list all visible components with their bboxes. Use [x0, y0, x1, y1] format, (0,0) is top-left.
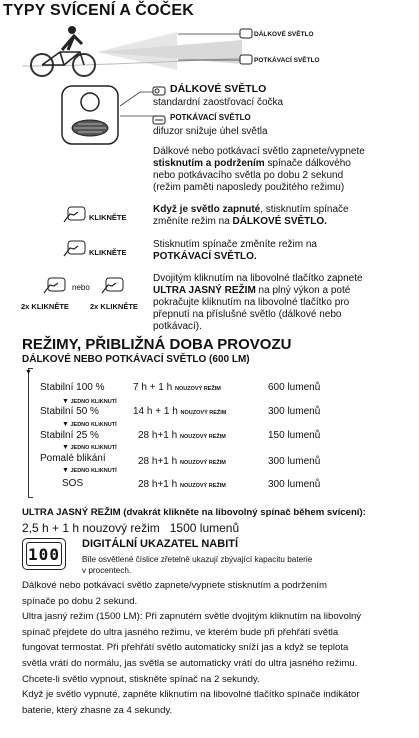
- hand-double-click-icon: [42, 277, 66, 300]
- ultra-mode-line1: ULTRA JASNÝ REŽIM (dvakrát klikněte na libovolný spínač během svícení):: [22, 507, 366, 518]
- cyclist-figure: [2, 22, 419, 80]
- double-click-label-right: 2x KLIKNĚTE: [90, 302, 138, 311]
- click-label-1: KLIKNĚTE: [89, 213, 127, 222]
- double-click-label-left: 2x KLIKNĚTE: [21, 302, 69, 311]
- mode-name: SOS: [62, 478, 84, 489]
- mode-time: 28 h+1 h NOUZOVÝ REŽIM: [138, 430, 226, 441]
- hand-click-icon: [62, 206, 86, 229]
- lens-high-title: DÁLKOVÉ SVĚTLO: [170, 83, 267, 95]
- hand-click-icon: [62, 240, 86, 263]
- click-once-note: ▼ JEDNO KLIKNUTÍ: [62, 467, 117, 474]
- double-click-text: Dvojitým kliknutím na libovolné tlačítko zapnete ULTRA JASNÝ REŽIM na plný výkon a poté pokračujte kliknutím na libovolné tlačítko pro přepnutí na příslušné světlo (dálkové nebo potkávací).: [153, 273, 363, 332]
- mode-lumen: 600 lumenů: [268, 382, 321, 393]
- mode-lumen: 150 lumenů: [268, 430, 321, 441]
- mode-lumen: 300 lumenů: [268, 456, 321, 467]
- ultra-mode-line2: 2,5 h + 1 h nouzový režim 1500 lumenů: [22, 521, 240, 535]
- click-text-1: Když je světlo zapnuté, stisknutím spínače změníte režim na DÁLKOVÉ SVĚTLO.: [153, 204, 349, 227]
- indicator-title: DIGITÁLNÍ UKAZATEL NABITÍ: [82, 538, 239, 550]
- mode-cycle-bracket: [28, 368, 33, 498]
- mode-time: 7 h + 1 h NOUZOVÝ REŽIM: [133, 382, 221, 393]
- mode-time: 14 h + 1 h NOUZOVÝ REŽIM: [133, 406, 227, 417]
- battery-display-digits: 100: [26, 542, 62, 566]
- lens-low-desc: difuzor snižuje úhel světla: [153, 126, 268, 137]
- lens-high-desc: standardní zaostřovací čočka: [153, 97, 284, 108]
- click-once-note: ▼ JEDNO KLIKNUTÍ: [62, 421, 117, 428]
- modes-heading: REŽIMY, PŘIBLIŽNÁ DOBA PROVOZU: [22, 336, 292, 353]
- mode-lumen: 300 lumenů: [268, 479, 321, 490]
- mode-time: 28 h+1 h NOUZOVÝ REŽIM: [138, 479, 226, 490]
- mode-name: Stabilní 100 %: [40, 382, 105, 393]
- mode-name: Pomalé blikání: [40, 453, 106, 464]
- lens-low-title: POTKÁVACÍ SVĚTLO: [170, 113, 251, 122]
- modes-subheading: DÁLKOVÉ NEBO POTKÁVACÍ SVĚTLO (600 LM): [22, 354, 250, 365]
- intro-text: Dálkové nebo potkávací světlo zapnete/vypnete stisknutím a podržením spínače dálkového nebo potkávacího světla po dobu 2 sekund (režim paměti naposledy použitého režimu): [153, 146, 365, 193]
- click-text-2: Stisknutím spínače změníte režim na POTKÁVACÍ SVĚTLO.: [153, 239, 317, 262]
- mode-time: 28 h+1 h NOUZOVÝ REŽIM: [138, 456, 226, 467]
- click-once-note: ▼ JEDNO KLIKNUTÍ: [62, 444, 117, 451]
- or-text: nebo: [72, 283, 90, 292]
- bike-label-high: DÁLKOVÉ SVĚTLO: [254, 31, 314, 38]
- hand-double-click-icon: [100, 277, 124, 300]
- mode-name: Stabilní 25 %: [40, 430, 99, 441]
- mode-name: Stabilní 50 %: [40, 406, 99, 417]
- battery-display-icon: [22, 538, 66, 570]
- light-unit-illustration: [60, 84, 120, 151]
- click-label-2: KLIKNĚTE: [89, 248, 127, 257]
- click-once-note: ▼ JEDNO KLIKNUTÍ: [62, 398, 117, 405]
- bike-label-low: POTKÁVACÍ SVĚTLO: [254, 57, 320, 64]
- indicator-desc: Bíle osvětlené číslice zřetelně ukazují zbývající kapacitu baterie v procentech.: [82, 555, 313, 575]
- mode-lumen: 300 lumenů: [268, 406, 321, 417]
- bottom-text: Dálkové nebo potkávací světlo zapnete/vypnete stisknutím a podržením spínače po dobu 2 sekund. Ultra jasný režim (1500 LM): Při zapnutém světle dvojitým kliknutím na libovolný spínač přejdete do ultra jasného režimu, ve kterém bude při přehřátí světla fungovat termostat. Při přehřátí světlo automaticky sníží jas a když se teplota světla vrátí do normálu, jas světla se automaticky vrátí do ultra jasného režimu. Chcete-li světlo vypnout, stiskněte spínač na 2 sekundy. Když je světlo vypnuté, zapněte kliknutím na libovolné tlačítko spínače indikátor baterie, který zhasne za 4 sekundy.: [22, 580, 362, 716]
- page-title: TYPY SVÍCENÍ A ČOČEK: [3, 2, 194, 19]
